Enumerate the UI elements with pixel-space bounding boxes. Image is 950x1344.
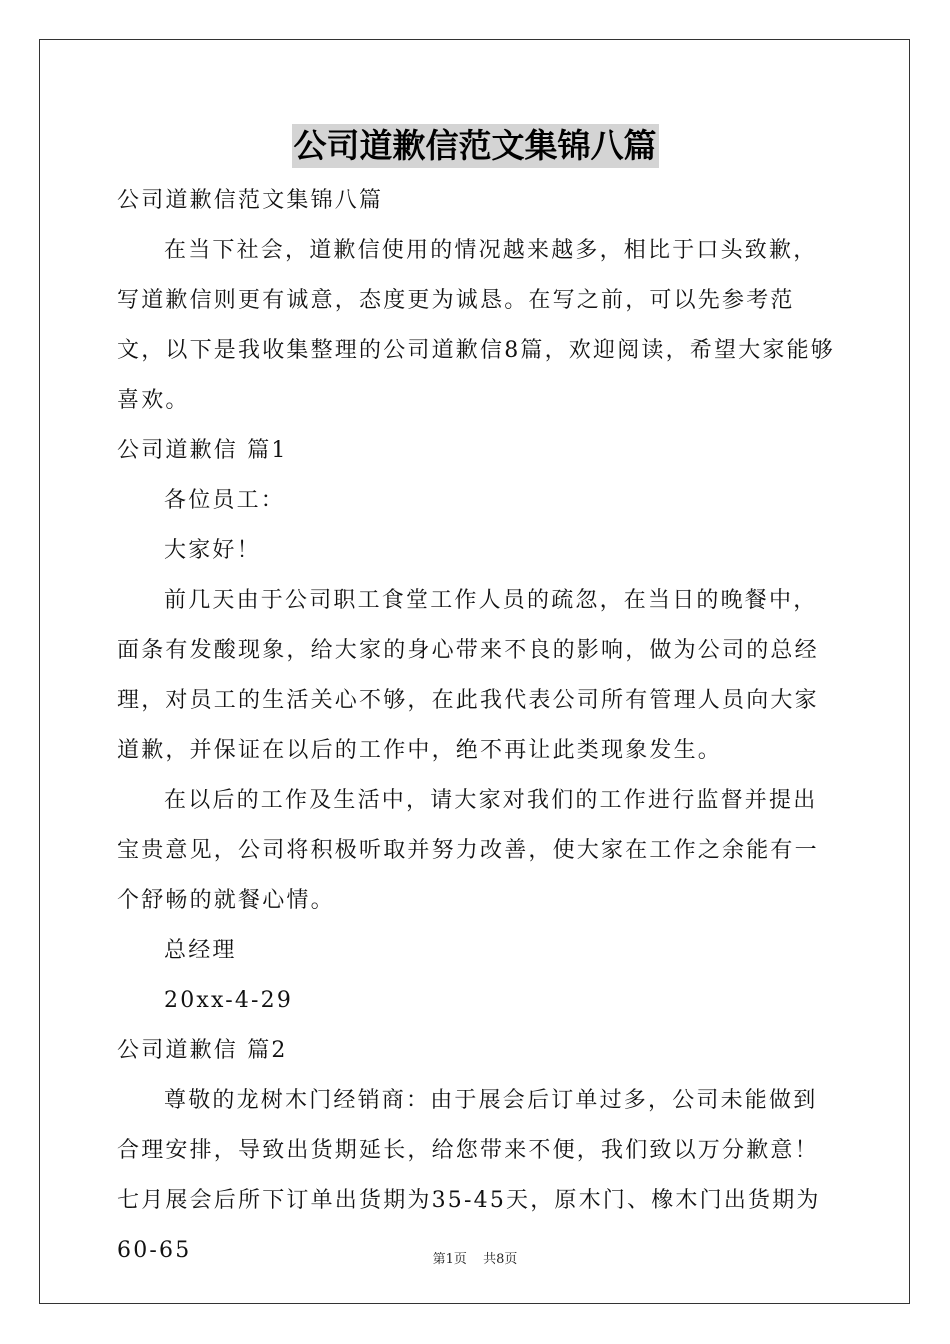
- page-number: 第1页: [432, 1252, 467, 1267]
- letter1-signer: 总经理: [164, 938, 237, 963]
- letter1-heading: 公司道歉信 篇1: [117, 438, 288, 463]
- intro-paragraph: 在当下社会，道歉信使用的情况越来越多，相比于口头致歉，写道歉信则更有诚意，态度更为诚恳。在写之前，可以先参考范文，以下是我收集整理的公司道歉信8篇，欢迎阅读，希望大家能够喜欢。: [117, 238, 835, 413]
- letter2-paragraph-1: 尊敬的龙树木门经销商：由于展会后订单过多，公司未能做到合理安排，导致出货期延长，给您带来不便，我们致以万分歉意！七月展会后所下订单出货期为35-45天，原木门、橡木门出货期为60-65: [117, 1088, 821, 1263]
- letter2-heading: 公司道歉信 篇2: [117, 1038, 288, 1063]
- title-container: [0, 124, 950, 168]
- document-subtitle: 公司道歉信范文集锦八篇: [117, 188, 384, 213]
- letter1-date: 20xx-4-29: [164, 988, 294, 1013]
- page-total: 共8页: [483, 1252, 518, 1267]
- document-body: [117, 176, 839, 1276]
- letter1-paragraph-1: 前几天由于公司职工食堂工作人员的疏忽，在当日的晚餐中，面条有发酸现象，给大家的身心带来不良的影响，做为公司的总经理，对员工的生活关心不够，在此我代表公司所有管理人员向大家道歉，并保证在以后的工作中，绝不再让此类现象发生。: [117, 588, 819, 763]
- letter1-salutation: 各位员工：: [164, 488, 286, 513]
- letter1-paragraph-2: 在以后的工作及生活中，请大家对我们的工作进行监督并提出宝贵意见，公司将积极听取并努力改善，使大家在工作之余能有一个舒畅的就餐心情。: [117, 788, 819, 913]
- page-footer: [0, 1248, 950, 1267]
- letter1-greeting: 大家好！: [164, 538, 261, 563]
- document-title: 公司道歉信范文集锦八篇: [292, 124, 659, 168]
